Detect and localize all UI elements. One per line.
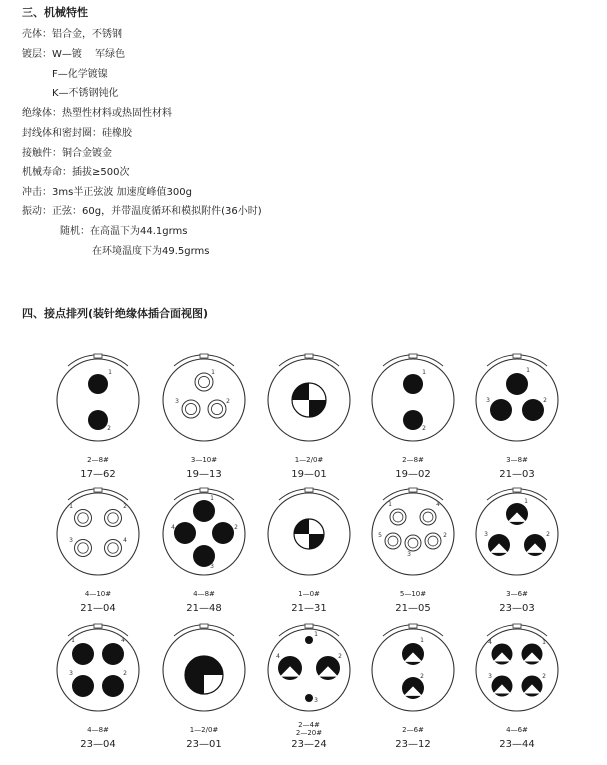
contact-socket-inner [198, 376, 209, 387]
contact-pin [522, 399, 544, 421]
contact-spec: 4—6# [506, 726, 528, 734]
spec-vibration: 振动：正弦：60g，并带温度循环和模拟附件(36小时) [22, 206, 262, 217]
pin-number: 2 [226, 398, 230, 405]
contact-socket-inner [393, 512, 403, 522]
contact-pin [72, 643, 94, 665]
shell-insert-code: 21—31 [291, 603, 327, 614]
contact-spec: 1—2/0# [294, 456, 324, 464]
connector-face [254, 350, 364, 450]
connector-face [43, 620, 153, 720]
connector-face [149, 484, 259, 584]
contact-quadrant [309, 400, 326, 417]
spec-random-ambient: 在环境温度下为49.5grms [92, 246, 210, 257]
key-notch [94, 624, 102, 628]
contact-diagram [43, 484, 153, 614]
pin-number: 1 [69, 503, 73, 510]
contact-socket-inner [211, 403, 222, 414]
section4-title: 四、接点排列(装针绝缘体插合面视图) [22, 307, 209, 320]
spec-insulator: 绝缘体：热塑性材料或热固性材料 [22, 108, 172, 119]
contact-diagram [254, 350, 364, 480]
key-notch [513, 354, 521, 358]
contact-pin [506, 373, 528, 395]
key-notch [513, 624, 521, 628]
contact-diagram [358, 620, 468, 750]
spec-shell: 壳体：铝合金，不锈钢 [22, 29, 122, 40]
contact-socket-inner [408, 538, 418, 548]
pin-number: 2 [338, 653, 342, 660]
pin-number: 4 [121, 637, 125, 644]
pin-number: 3 [69, 537, 73, 544]
contact-socket-inner [108, 543, 119, 554]
spec-plating-k: K—不锈钢钝化 [52, 88, 119, 99]
contact-quadrant [294, 519, 309, 534]
key-notch [200, 624, 208, 628]
contact-pin [72, 675, 94, 697]
contact-socket-inner [78, 543, 89, 554]
key-notch [200, 354, 208, 358]
pin-number: 2 [422, 425, 426, 432]
pin-number: 1 [108, 369, 112, 376]
pin-number: 1 [211, 369, 215, 376]
contact-spec: 4—10# [84, 590, 112, 598]
pin-number: 4 [171, 524, 175, 531]
contact-diagram [462, 350, 572, 480]
contact-socket-inner [423, 512, 433, 522]
contact-diagram [254, 484, 364, 614]
spec-seal: 封线体和密封圈：硅橡胶 [22, 128, 132, 139]
pin-number: 2 [107, 425, 111, 432]
contact-pin [305, 636, 313, 644]
spec-contact: 接触件：铜合金镀金 [22, 148, 112, 159]
contact-spec: 1—2/0# [189, 726, 219, 734]
spec-random: 随机：在高温下为44.1grms [60, 226, 188, 237]
pin-number: 4 [436, 501, 440, 508]
pin-number: 3 [486, 397, 490, 404]
contact-diagram [149, 620, 259, 750]
shell-insert-code: 21—03 [499, 469, 535, 480]
shell-insert-code: 23—12 [395, 739, 431, 750]
key-notch [94, 354, 102, 358]
key-notch [513, 488, 521, 492]
contact-pin [212, 522, 234, 544]
pin-number: 1 [422, 369, 426, 376]
pin-number: 1 [524, 498, 528, 505]
pin-number: 1 [210, 495, 214, 502]
key-notch [305, 488, 313, 492]
contact-spec: 2—8# [87, 456, 109, 464]
spec-plating-f: F—化学镀镍 [52, 69, 108, 80]
pin-number: 3 [69, 670, 73, 677]
pin-number: 4 [276, 653, 280, 660]
pin-number: 1 [388, 501, 392, 508]
pin-number: 3 [407, 551, 411, 558]
contact-socket-inner [185, 403, 196, 414]
pin-number: 4 [488, 639, 492, 646]
contact-pin [174, 522, 196, 544]
shell-insert-code: 19—13 [186, 469, 222, 480]
pin-number: 2 [123, 670, 127, 677]
key-notch [200, 488, 208, 492]
key-notch [409, 354, 417, 358]
pin-number: 1 [71, 637, 75, 644]
contact-diagram [149, 484, 259, 614]
connector-face [358, 350, 468, 450]
pin-number: 1 [542, 639, 546, 646]
connector-face [43, 350, 153, 450]
contact-pin [403, 374, 423, 394]
contact-spec: 3—6# [506, 590, 528, 598]
connector-face [462, 350, 572, 450]
connector-face [43, 484, 153, 584]
connector-face [254, 484, 364, 584]
contact-socket-inner [78, 513, 89, 524]
pin-number: 4 [123, 537, 127, 544]
pin-number: 2 [543, 397, 547, 404]
contact-socket [105, 510, 122, 527]
pin-number: 1 [420, 637, 424, 644]
pin-number: 2 [542, 673, 546, 680]
contact-socket [390, 509, 406, 525]
spec-life: 机械寿命：插拔≥500次 [22, 167, 130, 178]
contact-pin [403, 410, 423, 430]
contact-socket-inner [428, 536, 438, 546]
contact-pin [88, 410, 108, 430]
contact-socket-inner [108, 513, 119, 524]
contact-spec: 5—10# [399, 590, 427, 598]
pin-number: 3 [210, 563, 214, 570]
shell-insert-code: 21—48 [186, 603, 222, 614]
contact-socket [75, 540, 92, 557]
connector-face [358, 484, 468, 584]
contact-pin [102, 675, 124, 697]
key-notch [305, 624, 313, 628]
contact-diagram [462, 620, 572, 750]
connector-outline [372, 493, 454, 575]
shell-insert-code: 21—04 [80, 603, 116, 614]
contact-socket [405, 535, 421, 551]
pin-number: 3 [175, 398, 179, 405]
contact-diagram [43, 620, 153, 750]
contact-diagram [462, 484, 572, 614]
contact-spec: 3—8# [506, 456, 528, 464]
pin-number: 2 [443, 532, 447, 539]
pin-number: 1 [314, 631, 318, 638]
contact-diagram [149, 350, 259, 480]
shell-insert-code: 23—44 [499, 739, 535, 750]
connector-face [358, 620, 468, 720]
shell-insert-code: 19—02 [395, 469, 431, 480]
contact-socket [182, 400, 200, 418]
key-notch [94, 488, 102, 492]
contact-socket [208, 400, 226, 418]
contact-diagram [358, 484, 468, 614]
spec-plating: 镀层：W—镀 军绿色 [22, 49, 126, 60]
pin-number: 3 [314, 697, 318, 704]
contact-diagram [43, 350, 153, 480]
contact-pin [102, 643, 124, 665]
contact-socket [425, 533, 441, 549]
contact-pin [490, 399, 512, 421]
shell-insert-code: 17—62 [80, 469, 116, 480]
pin-number: 1 [526, 367, 530, 374]
pin-number: 3 [484, 531, 488, 538]
contact-diagram [358, 350, 468, 480]
spec-shock: 冲击：3ms半正弦波 加速度峰值300g [22, 187, 192, 198]
contact-socket [420, 509, 436, 525]
contact-quadrant [309, 534, 324, 549]
pin-number: 2 [420, 673, 424, 680]
shell-insert-code: 19—01 [291, 469, 327, 480]
contact-spec: 4—8# [193, 590, 215, 598]
contact-socket-inner [388, 536, 398, 546]
connector-face [149, 620, 259, 720]
contact-pin [305, 694, 313, 702]
shell-insert-code: 23—04 [80, 739, 116, 750]
shell-insert-code: 23—03 [499, 603, 535, 614]
shell-insert-code: 23—24 [291, 739, 327, 750]
contact-spec: 2—6# [402, 726, 424, 734]
key-notch [409, 488, 417, 492]
contact-pin [193, 500, 215, 522]
contact-diagram [254, 620, 364, 750]
shell-insert-code: 21—05 [395, 603, 431, 614]
section3-title: 三、机械特性 [22, 6, 88, 19]
pin-number: 5 [378, 532, 382, 539]
contact-spec: 2—8# [402, 456, 424, 464]
key-notch [305, 354, 313, 358]
connector-face [149, 350, 259, 450]
connector-face [462, 484, 572, 584]
pin-number: 3 [488, 673, 492, 680]
pin-number: 2 [123, 503, 127, 510]
contact-spec: 3—10# [190, 456, 218, 464]
pin-number: 2 [546, 531, 550, 538]
contact-socket [385, 533, 401, 549]
contact-quadrant [292, 383, 309, 400]
contact-spec: 1—0# [298, 590, 320, 598]
connector-face [462, 620, 572, 720]
key-notch [409, 624, 417, 628]
contact-pin [88, 374, 108, 394]
pin-number: 2 [234, 524, 238, 531]
contact-spec: 2—4# 2—20# [295, 721, 323, 737]
connector-face [254, 620, 364, 720]
contact-socket [75, 510, 92, 527]
shell-insert-code: 23—01 [186, 739, 222, 750]
contact-socket [105, 540, 122, 557]
contact-spec: 4—8# [87, 726, 109, 734]
